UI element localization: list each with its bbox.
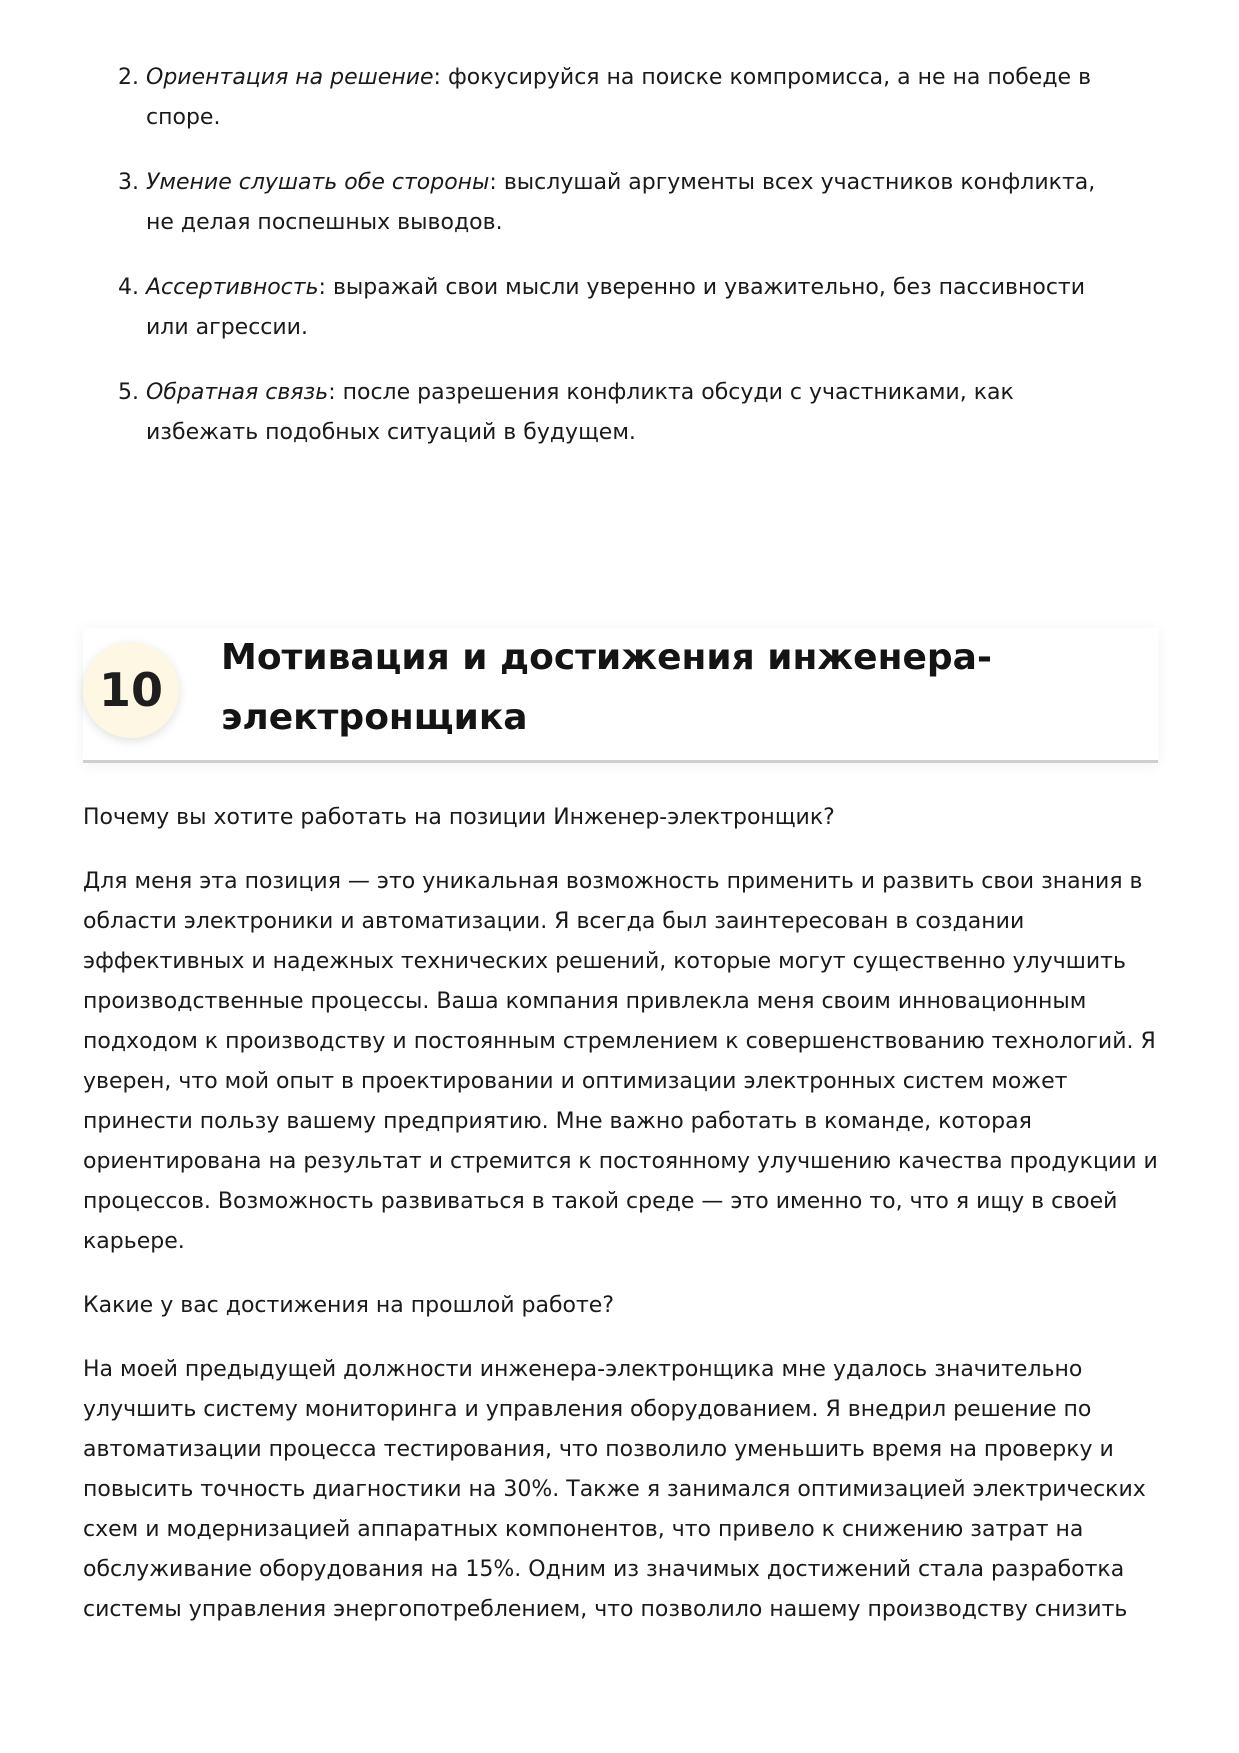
list-item [118,373,1128,453]
question-1: Почему вы хотите работать на позиции Инженер-электронщик? [83,805,835,830]
section-header [83,628,1158,763]
list-item [118,268,1128,348]
list-item-number: 5. [118,380,139,405]
answer-2: На моей предыдущей должности инженера-электронщика мне удалось значительно улучшить систему мониторинга и управления оборудованием. Я внедрил решение по автоматизации процесса тестирования, что позволило уменьшить время на проверку и повысить точность диагностики на 30%. Также я занимался оптимизацией электрических схем и модернизацией аппаратных компонентов, что привело к снижению затрат на обслуживание оборудования на 15%. Одним из значимых достижений стала разработка системы управления энергопотреблением, что позволило нашему производству снизить [83,1357,1146,1622]
list-item-number: 4. [118,275,139,300]
list-item-term: Обратная связь [146,380,329,405]
answer-1: Для меня эта позиция — это уникальная возможность применить и развить свои знания в области электроники и автоматизации. Я всегда был заинтересован в создании эффективных и надежных технических решений, которые могут существенно улучшить производственные процессы. Ваша компания привлекла меня своим инновационным подходом к производству и постоянным стремлением к совершенствованию технологий. Я уверен, что мой опыт в проектировании и оптимизации электронных систем может принести пользу вашему предприятию. Мне важно работать в команде, которая ориентирована на результат и стремится к постоянному улучшению качества продукции и процессов. Возможность развиваться в такой среде — это именно то, что я ищу в своей карьере. [83,869,1158,1254]
list-item-term: Умение слушать обе стороны [146,170,490,195]
list-item-text: : после разрешения конфликта обсуди с участниками, как избежать подобных ситуаций в будущем. [146,380,1014,445]
question-2: Какие у вас достижения на прошлой работе? [83,1293,615,1318]
section-title: Мотивация и достижения инженера-электронщика [221,637,992,738]
list-item-term: Ассертивность [146,275,319,300]
list-item-number: 3. [118,170,139,195]
list-item-number: 2. [118,65,139,90]
list-item-text: : выслушай аргументы всех участников конфликта, не делая поспешных выводов. [146,170,1096,235]
section-content [83,798,1158,1654]
list-item-term: Ориентация на решение [146,65,434,90]
list-item [118,163,1128,243]
tips-list [118,58,1128,478]
list-item [118,58,1128,138]
list-item-text: : выражай свои мысли уверенно и уважительно, без пассивности или агрессии. [146,275,1086,340]
list-item-text: : фокусируйся на поиске компромисса, а не на победе в споре. [146,65,1092,130]
section-number-badge: 10 [83,642,179,738]
